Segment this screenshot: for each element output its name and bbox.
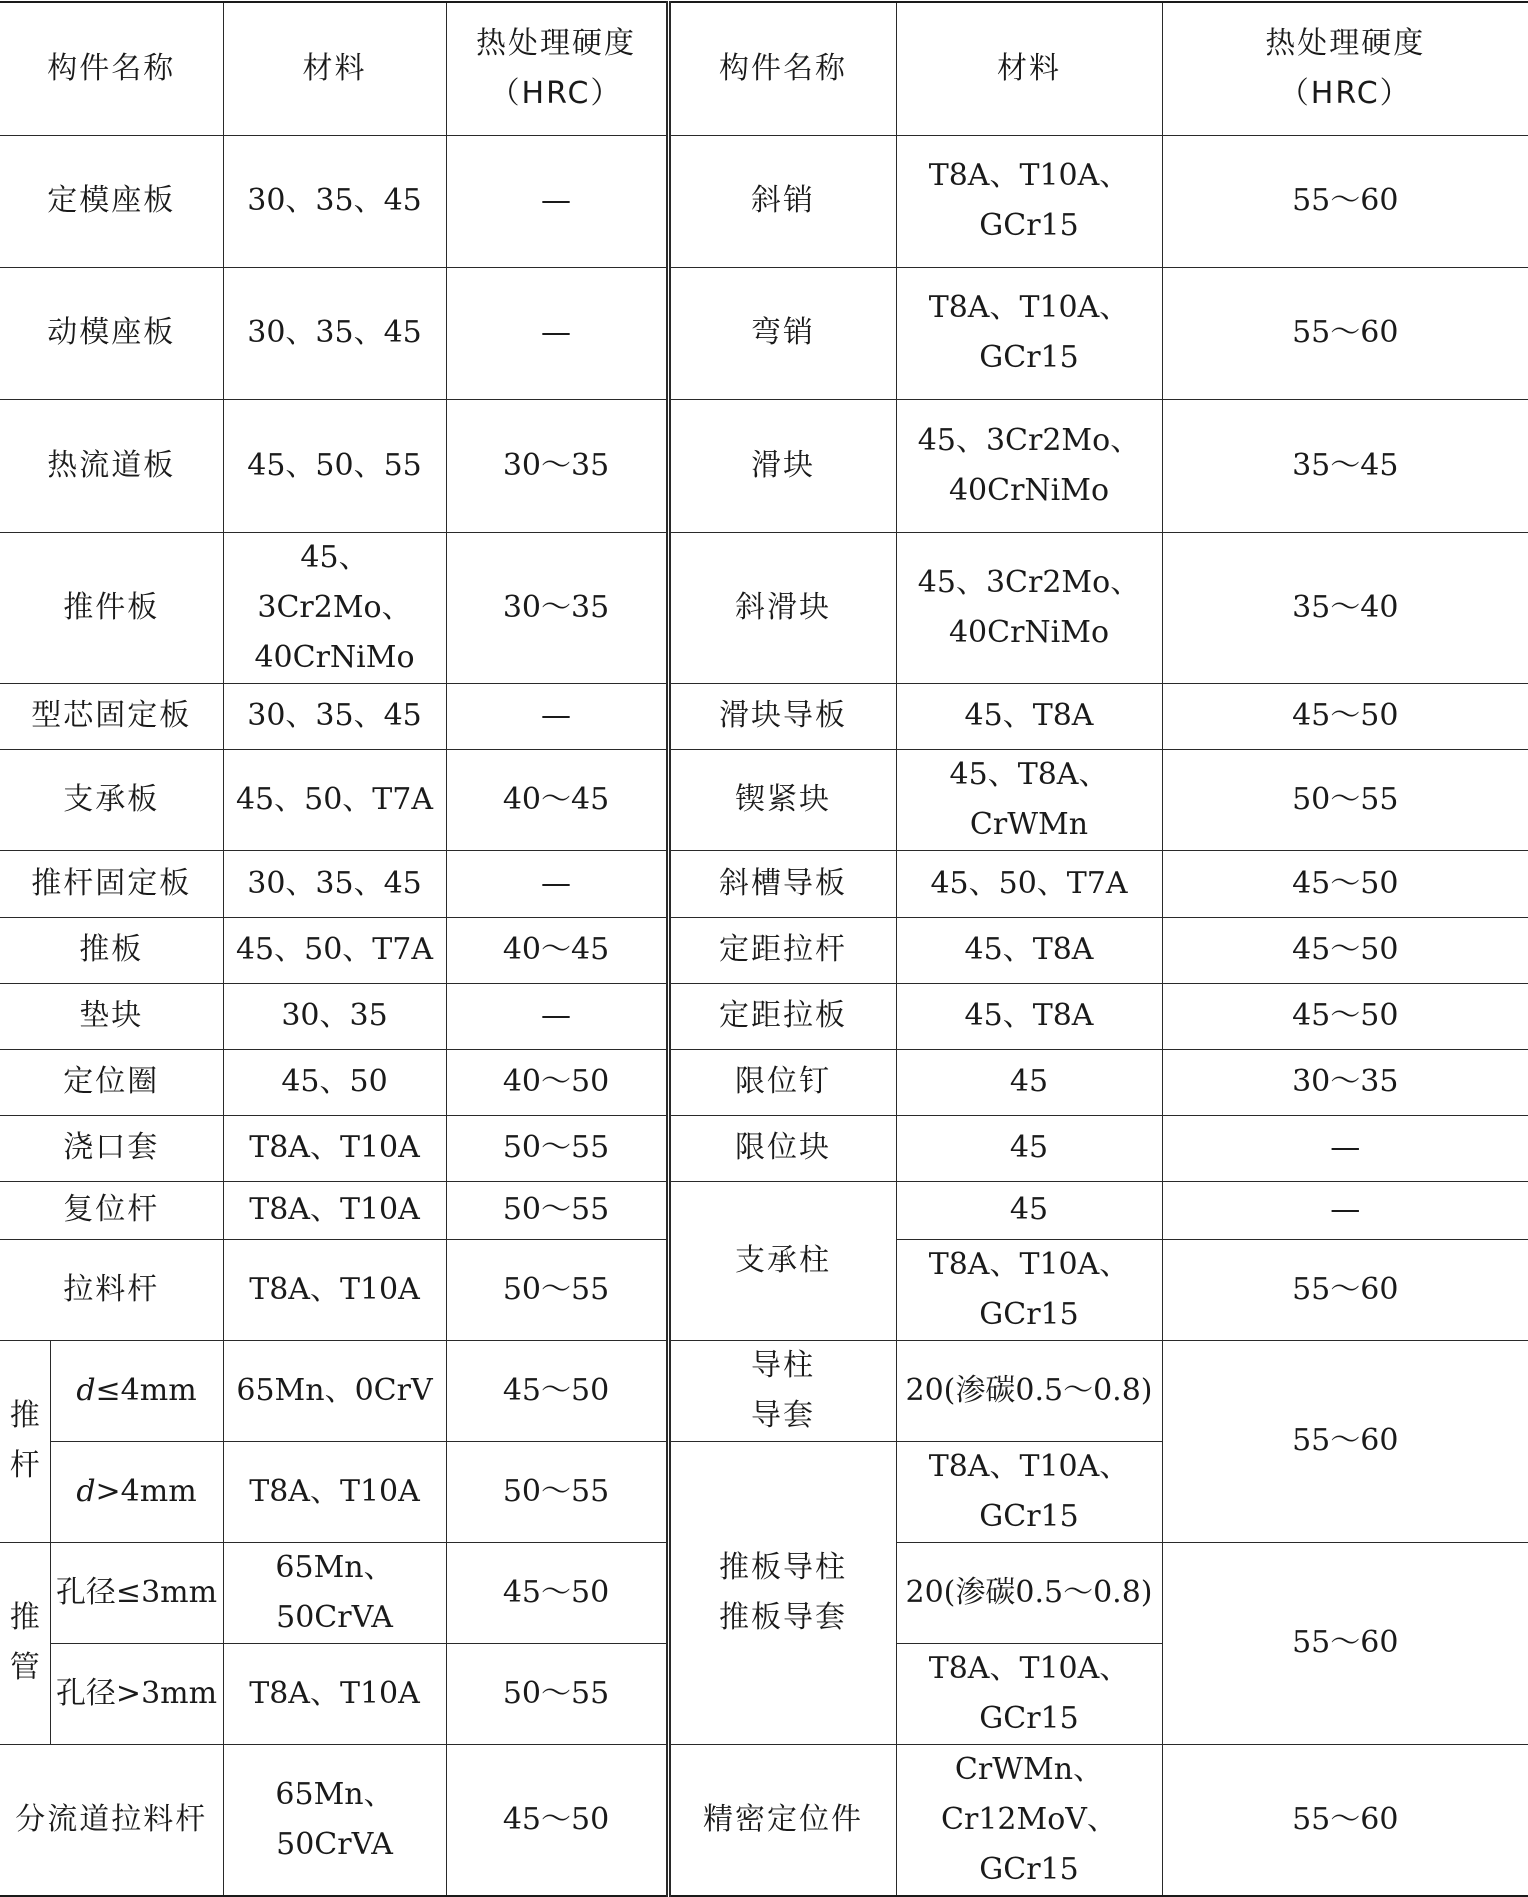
- condition-text: >4mm: [95, 1473, 197, 1509]
- part-name-right: 推板导柱 推板导套: [668, 1441, 896, 1744]
- table-row: [0, 532, 1528, 683]
- mold-parts-material-table: [0, 1, 1528, 1897]
- material: 30、35、45: [223, 850, 446, 917]
- hardness: 30～35: [446, 532, 668, 683]
- table-row: [0, 983, 1528, 1049]
- part-name: 推件板: [0, 532, 223, 683]
- material-right: CrWMn、 Cr12MoV、GCr15: [896, 1744, 1162, 1896]
- hardness: 45～50: [446, 1340, 668, 1441]
- hardness-right: 45～50: [1162, 683, 1528, 749]
- hardness-right: 35～45: [1162, 399, 1528, 532]
- group-label-tuiguan: 推管: [0, 1542, 50, 1744]
- part-name: 定模座板: [0, 135, 223, 267]
- hardness-right: 30～35: [1162, 1049, 1528, 1115]
- part-name: 浇口套: [0, 1115, 223, 1181]
- hardness: 50～55: [446, 1115, 668, 1181]
- hardness: 45～50: [446, 1744, 668, 1896]
- hardness-right: 55～60: [1162, 1744, 1528, 1896]
- hardness-right: 55～60: [1162, 135, 1528, 267]
- part-name-right: 锲紧块: [668, 749, 896, 850]
- material: 45、50、55: [223, 399, 446, 532]
- hardness-right: 45～50: [1162, 850, 1528, 917]
- material: 30、35、45: [223, 683, 446, 749]
- table-row: [0, 683, 1528, 749]
- part-name: 动模座板: [0, 267, 223, 399]
- part-name: 垫块: [0, 983, 223, 1049]
- table-row: [0, 1744, 1528, 1896]
- material: 45、50、T7A: [223, 749, 446, 850]
- material-right: T8A、T10A、 GCr15: [896, 135, 1162, 267]
- material: 65Mn、50CrVA: [223, 1542, 446, 1643]
- group-label-tuigan: 推杆: [0, 1340, 50, 1542]
- material: 65Mn、0CrV: [223, 1340, 446, 1441]
- sub-part-name: 孔径≤3mm: [50, 1542, 223, 1643]
- sub-part-name: [50, 1441, 223, 1542]
- variable-d: d: [76, 1473, 96, 1509]
- part-name-right: 定距拉杆: [668, 917, 896, 983]
- part-name-right: 滑块: [668, 399, 896, 532]
- sub-part-name: 孔径>3mm: [50, 1643, 223, 1744]
- material: 65Mn、50CrVA: [223, 1744, 446, 1896]
- hardness-right: 55～60: [1162, 267, 1528, 399]
- hardness-right: 45～50: [1162, 917, 1528, 983]
- header-part-name: 构件名称: [0, 2, 223, 135]
- part-name-right: 限位钉: [668, 1049, 896, 1115]
- hardness: 50～55: [446, 1181, 668, 1239]
- hardness: —: [446, 267, 668, 399]
- hardness-right: 45～50: [1162, 983, 1528, 1049]
- header-material: 材料: [223, 2, 446, 135]
- hardness-right: 55～60: [1162, 1542, 1528, 1744]
- hardness: 40～50: [446, 1049, 668, 1115]
- material: 45、3Cr2Mo、 40CrNiMo: [223, 532, 446, 683]
- variable-d: d: [76, 1372, 96, 1408]
- table-row: [0, 267, 1528, 399]
- material: 30、35、45: [223, 135, 446, 267]
- material-right: 45、T8A: [896, 917, 1162, 983]
- hardness-right: 55～60: [1162, 1239, 1528, 1340]
- part-name-right: 滑块导板: [668, 683, 896, 749]
- part-name-right: 精密定位件: [668, 1744, 896, 1896]
- header-material-right: 材料: [896, 2, 1162, 135]
- part-name: 推板: [0, 917, 223, 983]
- material: T8A、T10A: [223, 1115, 446, 1181]
- hardness: 50～55: [446, 1441, 668, 1542]
- hardness-right: 50～55: [1162, 749, 1528, 850]
- material-right: 45: [896, 1181, 1162, 1239]
- hardness: 30～35: [446, 399, 668, 532]
- material-right: 45、T8A、CrWMn: [896, 749, 1162, 850]
- header-part-name-right: 构件名称: [668, 2, 896, 135]
- part-name: 复位杆: [0, 1181, 223, 1239]
- material-right: T8A、T10A、 GCr15: [896, 1441, 1162, 1542]
- table-header-row: [0, 2, 1528, 135]
- material-right: T8A、T10A、 GCr15: [896, 1643, 1162, 1744]
- part-name: 分流道拉料杆: [0, 1744, 223, 1896]
- hardness-right: 55～60: [1162, 1340, 1528, 1542]
- part-name-right: 定距拉板: [668, 983, 896, 1049]
- hardness: 45～50: [446, 1542, 668, 1643]
- table-row: [0, 399, 1528, 532]
- material-right: 45、T8A: [896, 983, 1162, 1049]
- material-right: 45、50、T7A: [896, 850, 1162, 917]
- condition-text: ≤4mm: [95, 1372, 197, 1408]
- hardness-right: —: [1162, 1181, 1528, 1239]
- hardness: 50～55: [446, 1643, 668, 1744]
- table-row: [0, 1049, 1528, 1115]
- hardness: 50～55: [446, 1239, 668, 1340]
- table-row: [0, 1181, 1528, 1239]
- header-hardness-right: 热处理硬度 （HRC）: [1162, 2, 1528, 135]
- material: 30、35、45: [223, 267, 446, 399]
- table-row: [0, 749, 1528, 850]
- part-name: 拉料杆: [0, 1239, 223, 1340]
- hardness: 40～45: [446, 917, 668, 983]
- sub-part-name: [50, 1340, 223, 1441]
- part-name: 支承板: [0, 749, 223, 850]
- hardness: —: [446, 850, 668, 917]
- part-name-right: 导柱 导套: [668, 1340, 896, 1441]
- hardness: —: [446, 983, 668, 1049]
- material: 45、50、T7A: [223, 917, 446, 983]
- part-name-right: 斜滑块: [668, 532, 896, 683]
- header-hardness: 热处理硬度 （HRC）: [446, 2, 668, 135]
- part-name: 推杆固定板: [0, 850, 223, 917]
- table-row: [0, 135, 1528, 267]
- material-right: T8A、T10A、GCr15: [896, 1239, 1162, 1340]
- material-right: 45: [896, 1115, 1162, 1181]
- material: T8A、T10A: [223, 1441, 446, 1542]
- hardness-right: 35～40: [1162, 532, 1528, 683]
- material: T8A、T10A: [223, 1239, 446, 1340]
- material-right: T8A、T10A、 GCr15: [896, 267, 1162, 399]
- part-name-right: 限位块: [668, 1115, 896, 1181]
- material-right: 20(渗碳0.5～0.8): [896, 1542, 1162, 1643]
- material-right: 45、3Cr2Mo、 40CrNiMo: [896, 532, 1162, 683]
- material-right: 20(渗碳0.5～0.8): [896, 1340, 1162, 1441]
- material-right: 45、3Cr2Mo、 40CrNiMo: [896, 399, 1162, 532]
- material: 30、35: [223, 983, 446, 1049]
- material-right: 45: [896, 1049, 1162, 1115]
- part-name-right: 弯销: [668, 267, 896, 399]
- part-name-right: 斜销: [668, 135, 896, 267]
- table-row: [0, 917, 1528, 983]
- hardness: —: [446, 135, 668, 267]
- part-name-right: 支承柱: [668, 1181, 896, 1340]
- material: T8A、T10A: [223, 1181, 446, 1239]
- table-row: [0, 1115, 1528, 1181]
- hardness: 40～45: [446, 749, 668, 850]
- part-name: 型芯固定板: [0, 683, 223, 749]
- material: 45、50: [223, 1049, 446, 1115]
- hardness-right: —: [1162, 1115, 1528, 1181]
- part-name: 定位圈: [0, 1049, 223, 1115]
- material-right: 45、T8A: [896, 683, 1162, 749]
- part-name: 热流道板: [0, 399, 223, 532]
- table-row: [0, 850, 1528, 917]
- part-name-right: 斜槽导板: [668, 850, 896, 917]
- table-row: [0, 1340, 1528, 1441]
- material: T8A、T10A: [223, 1643, 446, 1744]
- hardness: —: [446, 683, 668, 749]
